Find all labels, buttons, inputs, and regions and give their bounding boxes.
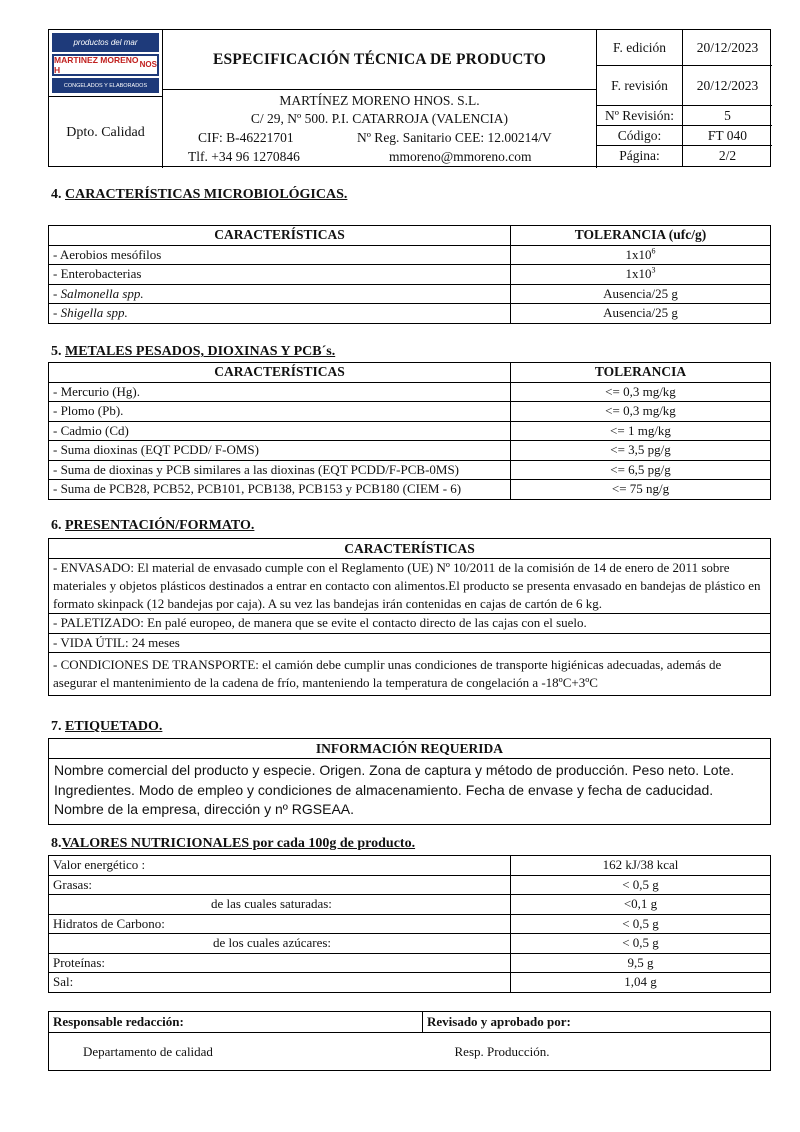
table-row: - VIDA ÚTIL: 24 meses — [49, 633, 771, 653]
table-row: - CONDICIONES DE TRANSPORTE: el camión debe cumplir unas condiciones de transporte higiénicas adecuadas, además de asegurar el mantenimiento de la cadena de frío, manteniendo la temperatura de congelación a -18ºC+3ºC — [49, 653, 771, 696]
table-row: Proteínas: 9,5 g — [49, 953, 771, 973]
table-row: de los cuales azúcares: < 0,5 g — [49, 934, 771, 954]
table-header-row: CARACTERÍSTICAS TOLERANCIA (ufc/g) — [49, 226, 771, 246]
table-header-row: INFORMACIÓN REQUERIDA — [49, 739, 771, 759]
logo-subtitle: CONGELADOS Y ELABORADOS — [52, 78, 159, 93]
table-row: Grasas: < 0,5 g — [49, 875, 771, 895]
table-row: - Suma de PCB28, PCB52, PCB101, PCB138, PCB153 y PCB180 (CIEM - 6) <= 75 ng/g — [49, 480, 771, 500]
logo-brand: MARTINEZ MORENO H NOS — [54, 55, 157, 75]
approved-label: Revisado y aprobado por: — [423, 1012, 771, 1033]
table-row: - Enterobacterias $1x10^3$ — [49, 265, 771, 285]
signoff-label-row — [49, 1012, 771, 1033]
signoff-value-row — [49, 1033, 771, 1071]
meta-page: Página: 2/2 — [597, 146, 772, 166]
table-row: de las cuales saturadas: <0,1 g — [49, 895, 771, 915]
document-title: ESPECIFICACIÓN TÉCNICA DE PRODUCTO — [163, 30, 596, 90]
table-header-row: CARACTERÍSTICAS — [49, 539, 771, 559]
meta-edition-date: F. edición 20/12/2023 — [597, 30, 772, 66]
approved-value: Resp. Producción. — [423, 1033, 771, 1071]
metals-table — [48, 362, 771, 500]
company-reg-sanitario: Nº Reg. Sanitario CEE: 12.00214/V — [357, 130, 552, 145]
table-row: - Shigella spp. Ausencia/25 g — [49, 304, 771, 324]
table-row: - Suma dioxinas (EQT PCDD/ F-OMS) <= 3,5 pg/g — [49, 441, 771, 461]
section-5-title: 5. METALES PESADOS, DIOXINAS Y PCB´s. — [51, 344, 336, 359]
section-7-title: 7. ETIQUETADO. — [51, 719, 163, 734]
table-row: - Aerobios mesófilos $1x10^6$ — [49, 245, 771, 265]
table-row: - Salmonella spp. Ausencia/25 g — [49, 284, 771, 304]
department-label: Dpto. Calidad — [49, 97, 163, 168]
meta-revision-date: F. revisión 20/12/2023 — [597, 66, 772, 106]
responsible-label: Responsable redacción: — [49, 1012, 423, 1033]
responsible-value: Departamento de calidad — [49, 1033, 423, 1071]
table-row: - PALETIZADO: En palé europeo, de manera que se evite el contacto directo de las cajas con el suelo. — [49, 614, 771, 634]
document-header — [48, 29, 771, 167]
table-row: - Suma de dioxinas y PCB similares a las dioxinas (EQT PCDD/F-PCB-0MS) <= 6,5 pg/g — [49, 460, 771, 480]
presentation-table — [48, 538, 771, 696]
table-header-row: CARACTERÍSTICAS TOLERANCIA — [49, 363, 771, 383]
company-phone: Tlf. +34 96 1270846 — [188, 149, 300, 164]
company-email: mmoreno@mmoreno.com — [389, 149, 532, 164]
company-address: C/ 29, Nº 500. P.I. CATARROJA (VALENCIA) — [250, 111, 509, 126]
section-8-title: 8.VALORES NUTRICIONALES por cada 100g de producto. — [51, 836, 416, 851]
meta-code: Código: FT 040 — [597, 126, 772, 146]
table-row: - Plomo (Pb). <= 0,3 mg/kg — [49, 402, 771, 422]
meta-revision-number: Nº Revisión: 5 — [597, 106, 772, 126]
company-cif: CIF: B-46221701 — [198, 130, 294, 145]
section-4-title: 4. CARACTERÍSTICAS MICROBIOLÓGICAS. — [51, 187, 348, 202]
table-row: - Mercurio (Hg). <= 0,3 mg/kg — [49, 382, 771, 402]
microbiological-table — [48, 225, 771, 324]
table-row: Hidratos de Carbono: < 0,5 g — [49, 914, 771, 934]
section-6-title: 6. PRESENTACIÓN/FORMATO. — [51, 518, 255, 533]
table-row: Sal: 1,04 g — [49, 973, 771, 993]
table-row: - ENVASADO: El material de envasado cumple con el Reglamento (UE) Nº 10/2011 de la comisión de 14 de enero de 2011 sobre materiales y objetos plásticos destinados a entrar en contacto con alimentos.El producto se presenta envasado en bandejas de plástico en formato skinpack (12 bandejas por caja). A su vez las bandejas irán contenidas en cajas de cartón de 6 kg. — [49, 559, 771, 614]
document-meta — [596, 30, 772, 168]
table-row: Valor energético : 162 kJ/38 kcal — [49, 856, 771, 876]
company-info — [163, 90, 596, 168]
table-row: Nombre comercial del producto y especie. Origen. Zona de captura y método de producción. Peso neto. Lote. Ingredientes. Modo de empleo y condiciones de almacenamiento. Fecha de envase y fecha de caducidad. Nombre de la empresa, dirección y nº RGSEAA. — [49, 759, 771, 825]
signoff-table — [48, 1011, 771, 1071]
nutrition-table — [48, 855, 771, 993]
company-logo — [49, 30, 163, 97]
table-row: - Cadmio (Cd) <= 1 mg/kg — [49, 421, 771, 441]
labelling-table — [48, 738, 771, 825]
logo-tagline: productos del mar — [52, 33, 159, 52]
company-name: MARTÍNEZ MORENO HNOS. S.L. — [279, 93, 480, 108]
